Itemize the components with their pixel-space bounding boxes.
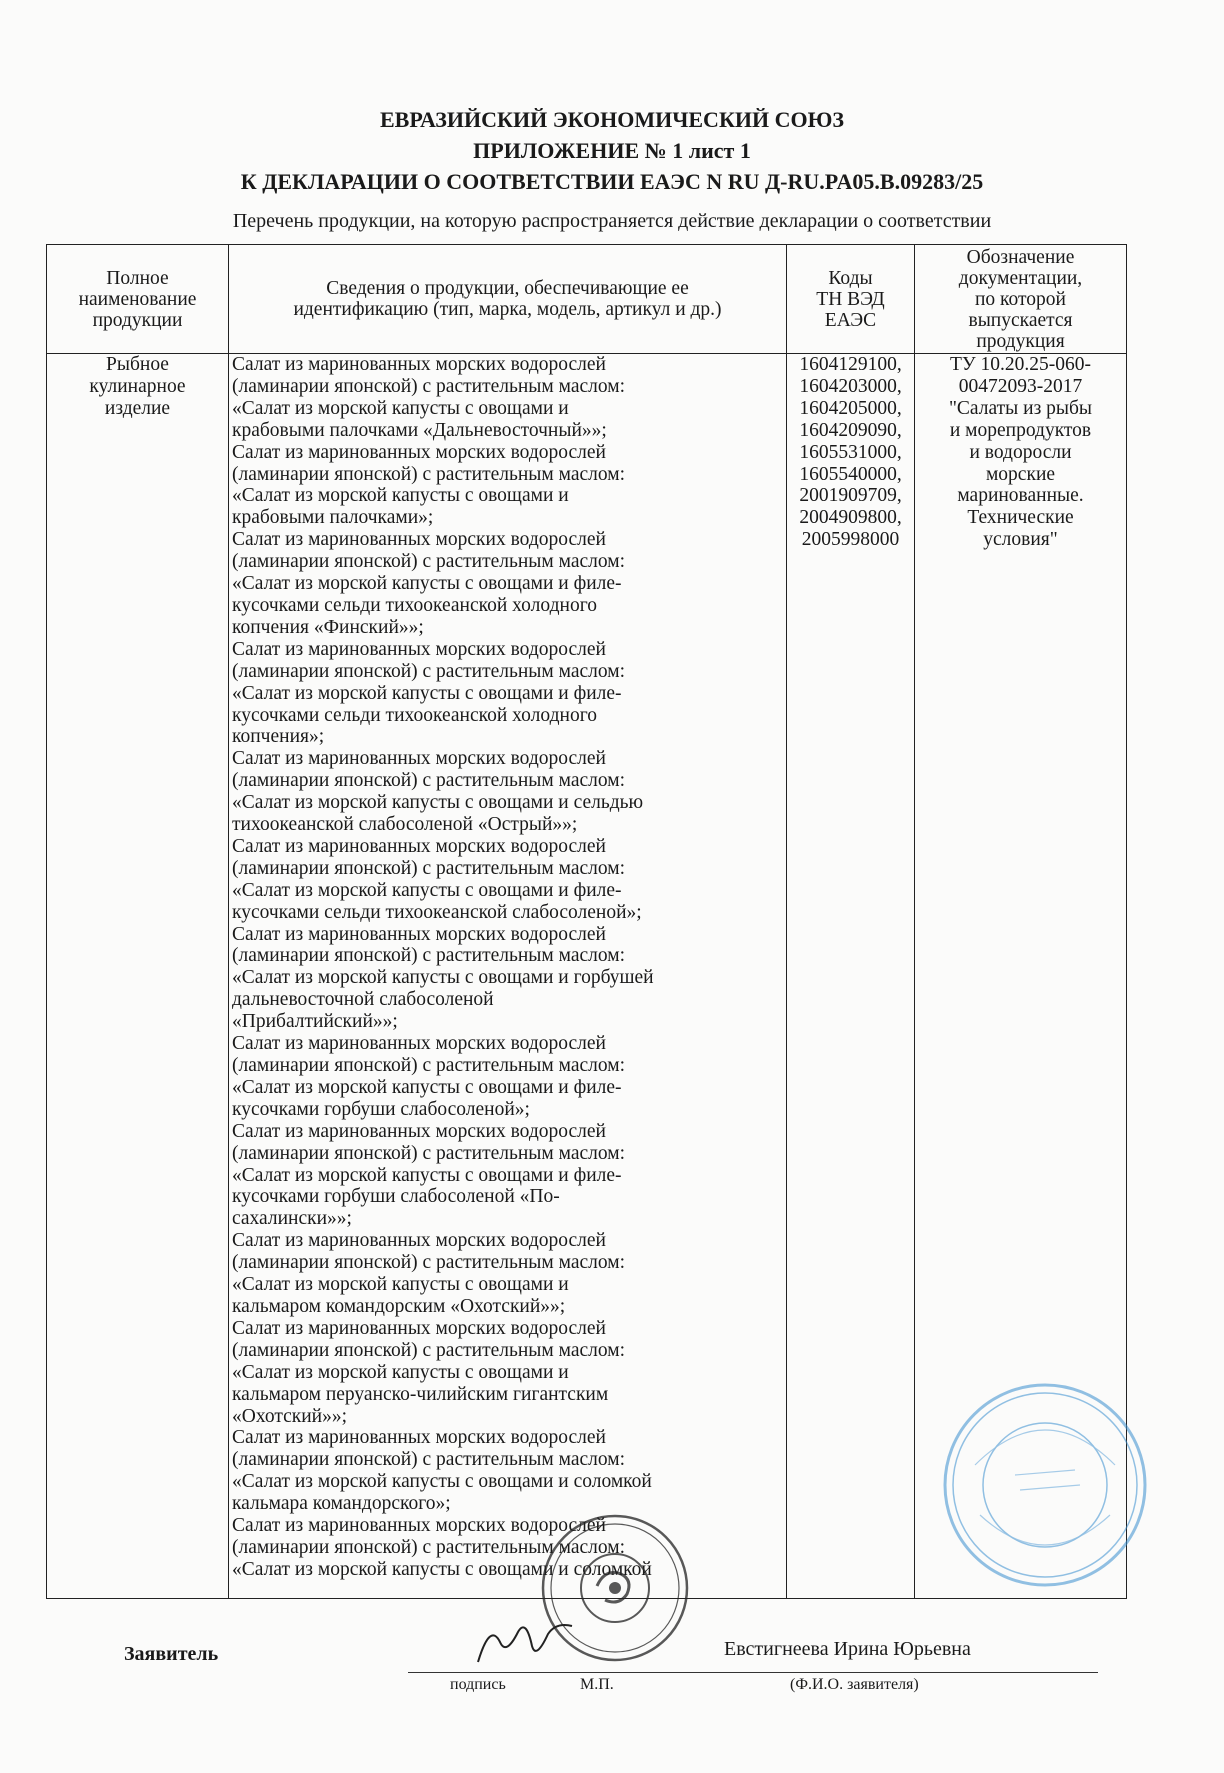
code-line: 1604129100, [799, 354, 902, 375]
description-line: копчения «Финский»»; [232, 616, 424, 638]
header-text: Коды [828, 267, 873, 289]
description-line: «Охотский»»; [232, 1405, 348, 1427]
code-line: 1604203000, [799, 375, 902, 397]
description-line: (ламинарии японской) с растительным маслом: [232, 551, 626, 573]
description-line: кальмаром перуанско-чилийским гигантским [232, 1383, 609, 1405]
description-line: Салат из маринованных морских водорослей [232, 923, 606, 945]
documentation-line: ТУ 10.20.25-060- [949, 354, 1092, 375]
description-line: (ламинарии японской) с растительным маслом: [232, 1142, 626, 1164]
product-name-cell [47, 354, 229, 1599]
header-text: наименование [78, 288, 197, 310]
description-line: «Салат из морской капусты с овощами и [232, 1361, 569, 1383]
header-text: продукция [976, 330, 1065, 352]
applicant-name-caption: (Ф.И.О. заявителя) [790, 1676, 919, 1693]
code-line: 2001909709, [799, 485, 902, 507]
description-line: Салат из маринованных морских водорослей [232, 1515, 606, 1537]
description-line: кусочками горбуши слабосоленой»; [232, 1098, 530, 1120]
applicant-name: Евстигнеева Ирина Юрьевна [724, 1638, 971, 1660]
codes-cell [787, 354, 915, 1599]
header-text: Сведения о продукции, обеспечивающие ее [326, 278, 689, 299]
description-line: крабовыми палочками «Дальневосточный»»; [232, 419, 607, 441]
description-line: сахалински»»; [232, 1208, 352, 1230]
description-line: «Салат из морской капусты с овощами и филе- [232, 1164, 622, 1186]
documentation-line: условия" [983, 529, 1058, 551]
header-text: документации, [958, 267, 1083, 289]
document-subtitle: Перечень продукции, на которую распространяется действие декларации о соответствии [232, 210, 992, 232]
header-text: Полное [106, 267, 169, 289]
documentation-line: и водоросли [969, 441, 1072, 463]
description-line: «Прибалтийский»»; [232, 1011, 398, 1033]
code-line: 1605531000, [799, 441, 902, 463]
code-line: 1604209090, [799, 419, 902, 441]
description-line: «Салат из морской капусты с овощами и соломкой [232, 1558, 652, 1580]
description-line: (ламинарии японской) с растительным маслом: [232, 1339, 626, 1361]
description-line: кальмаром командорским «Охотский»»; [232, 1295, 566, 1317]
signature-line [408, 1672, 1098, 1673]
documentation-line: "Салаты из рыбы [948, 397, 1093, 419]
header-text: Обозначение [966, 246, 1075, 268]
header-codes [787, 245, 915, 354]
description-line: крабовыми палочками»; [232, 507, 434, 529]
header-product-name [47, 245, 229, 354]
applicant-label: Заявитель [124, 1643, 219, 1665]
header-line-2: ПРИЛОЖЕНИЕ № 1 лист 1 [473, 138, 751, 163]
description-line: кусочками сельди тихоокеанской холодного [232, 704, 597, 726]
description-line: «Салат из морской капусты с овощами и [232, 485, 569, 507]
product-name-line: кулинарное [89, 375, 186, 397]
header-text: идентификацию (тип, марка, модель, артикул и др.) [293, 299, 722, 320]
description-line: «Салат из морской капусты с овощами и филе- [232, 1076, 622, 1098]
product-name-line: изделие [104, 397, 171, 419]
description-line: копчения»; [232, 726, 325, 748]
header-line-1: ЕВРАЗИЙСКИЙ ЭКОНОМИЧЕСКИЙ СОЮЗ [379, 107, 845, 132]
handwritten-signature [470, 1612, 580, 1672]
description-line: «Салат из морской капусты с овощами и горбушей [232, 967, 654, 989]
description-line: кусочками сельди тихоокеанской слабосоленой»; [232, 901, 642, 923]
header-line-3: К ДЕКЛАРАЦИИ О СООТВЕТСТВИИ ЕАЭС N RU Д-RU.PA05.B.09283/25 [240, 169, 984, 194]
document-header [0, 104, 1224, 197]
code-line: 1604205000, [799, 397, 902, 419]
description-line: кусочками сельди тихоокеанской холодного [232, 594, 597, 616]
description-line: Салат из маринованных морских водорослей [232, 748, 606, 770]
description-line: дальневосточной слабосоленой [232, 989, 494, 1011]
description-line: «Салат из морской капусты с овощами и соломкой [232, 1471, 652, 1493]
code-line: 2004909800, [799, 507, 902, 529]
description-line: «Салат из морской капусты с овощами и филе- [232, 573, 622, 595]
description-line: (ламинарии японской) с растительным маслом: [232, 770, 626, 792]
description-line: (ламинарии японской) с растительным маслом: [232, 1536, 626, 1558]
header-product-info [229, 245, 787, 354]
documentation-line: Технические [967, 507, 1074, 529]
description-line: (ламинарии японской) с растительным маслом: [232, 463, 626, 485]
header-text: выпускается [968, 309, 1073, 331]
header-text: продукции [92, 309, 183, 331]
description-line: Салат из маринованных морских водорослей [232, 529, 606, 551]
description-line: (ламинарии японской) с растительным маслом: [232, 1449, 626, 1471]
description-line: Салат из маринованных морских водорослей [232, 1120, 606, 1142]
code-line: 1605540000, [799, 463, 902, 485]
description-line: Салат из маринованных морских водорослей [232, 441, 606, 463]
description-line: Салат из маринованных морских водорослей [232, 835, 606, 857]
description-line: «Салат из морской капусты с овощами и филе- [232, 682, 622, 704]
description-line: «Салат из морской капусты с овощами и филе- [232, 879, 622, 901]
description-line: кальмара командорского»; [232, 1493, 451, 1515]
description-line: Салат из маринованных морских водорослей [232, 1230, 606, 1252]
header-documentation [915, 245, 1127, 354]
description-line: кусочками горбуши слабосоленой «По- [232, 1186, 560, 1208]
code-line: 2005998000 [801, 529, 900, 551]
description-line: (ламинарии японской) с растительным маслом: [232, 1055, 626, 1076]
description-line: «Салат из морской капусты с овощами и [232, 1274, 569, 1296]
description-line: «Салат из морской капусты с овощами и сельдью [232, 792, 644, 814]
signature-caption: подпись [450, 1676, 506, 1693]
header-text: по которой [975, 288, 1066, 310]
documentation-line: маринованные. [957, 485, 1084, 507]
description-line: (ламинарии японской) с растительным маслом: [232, 857, 626, 879]
description-line: (ламинарии японской) с растительным маслом: [232, 1252, 626, 1274]
documentation-line: и морепродуктов [949, 419, 1092, 441]
documentation-line: 00472093-2017 [958, 375, 1083, 397]
description-line: (ламинарии японской) с растительным маслом: [232, 375, 626, 397]
description-line: Салат из маринованных морских водорослей [232, 638, 606, 660]
header-text: ТН ВЭД [816, 288, 885, 310]
description-line: Салат из маринованных морских водорослей [232, 1427, 606, 1449]
header-text: ЕАЭС [824, 309, 877, 331]
description-line: тихоокеанской слабосоленой «Острый»»; [232, 814, 578, 836]
description-line: «Салат из морской капусты с овощами и [232, 397, 569, 419]
product-name-line: Рыбное [106, 354, 169, 375]
description-line: Салат из маринованных морских водорослей [232, 1317, 606, 1339]
description-line: Салат из маринованных морских водорослей [232, 354, 606, 375]
description-line: (ламинарии японской) с растительным маслом: [232, 660, 626, 682]
description-line: (ламинарии японской) с растительным маслом: [232, 945, 626, 967]
table-header-row [47, 245, 1127, 354]
description-line: Салат из маринованных морских водорослей [232, 1033, 606, 1055]
blue-seal-stamp [935, 1375, 1155, 1595]
documentation-line: морские [985, 463, 1056, 485]
seal-placeholder-label: М.П. [580, 1676, 614, 1693]
product-description-cell [229, 354, 787, 1599]
